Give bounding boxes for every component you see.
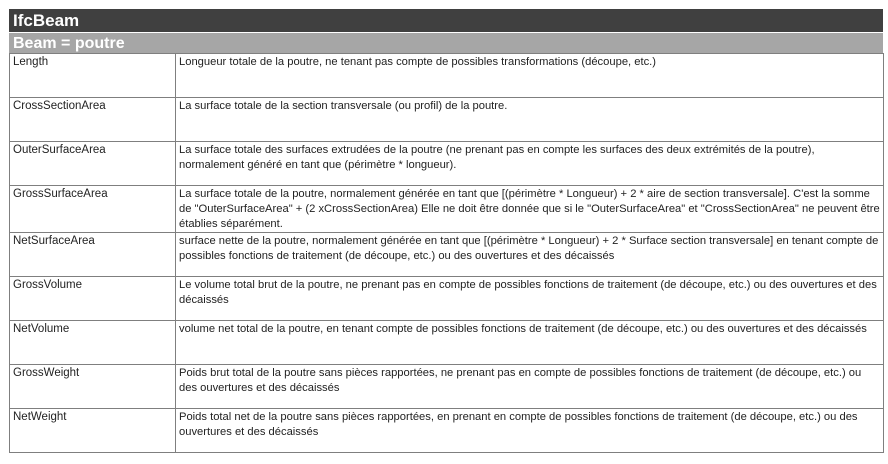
ifc-entity-table — [9, 9, 883, 453]
property-description: Poids total net de la poutre sans pièces rapportées, en prenant en compte de possibles fonctions de traitement (de découpe, etc.) ou des ouvertures et des décaissés — [176, 409, 884, 453]
property-name: GrossVolume — [10, 277, 176, 321]
table-row — [10, 142, 884, 186]
table-row — [10, 277, 884, 321]
property-name: OuterSurfaceArea — [10, 142, 176, 186]
property-name: NetVolume — [10, 321, 176, 365]
table-row — [10, 233, 884, 277]
property-description: volume net total de la poutre, en tenant compte de possibles fonctions de traitement (de découpe, etc.) ou des ouvertures et des décaissés — [176, 321, 884, 365]
property-description: La surface totale des surfaces extrudées de la poutre (ne prenant pas en compte les surfaces des deux extrémités de la poutre), normalement généré en tant que (périmètre * longueur). — [176, 142, 884, 186]
property-name: GrossWeight — [10, 365, 176, 409]
property-name: GrossSurfaceArea — [10, 186, 176, 233]
property-description: Longueur totale de la poutre, ne tenant pas compte de possibles transformations (découpe, etc.) — [176, 54, 884, 98]
property-description: La surface totale de la poutre, normalement générée en tant que [(périmètre * Longueur) + 2 * aire de section transversale]. C'est la somme de "OuterSurfaceArea" + (2 xCrossSectionArea) Elle ne doit être donnée que si le "OuterSurfaceArea" et "CrossSectionArea" ne peuvent être établies séparément. — [176, 186, 884, 233]
property-description: Poids brut total de la poutre sans pièces rapportées, ne prenant pas en compte de possibles fonctions de traitement (de découpe, etc.) ou des ouvertures et des décaissés — [176, 365, 884, 409]
property-table — [9, 53, 884, 453]
table-row — [10, 54, 884, 98]
property-name: NetWeight — [10, 409, 176, 453]
property-description: La surface totale de la section transversale (ou profil) de la poutre. — [176, 98, 884, 142]
table-row — [10, 98, 884, 142]
property-name: CrossSectionArea — [10, 98, 176, 142]
property-name: NetSurfaceArea — [10, 233, 176, 277]
property-description: Le volume total brut de la poutre, ne prenant pas en compte de possibles fonctions de traitement (de découpe, etc.) ou des ouvertures et des décaissés — [176, 277, 884, 321]
property-description: surface nette de la poutre, normalement générée en tant que [(périmètre * Longueur) + 2 * Surface section transversale] en tenant compte de possibles fonctions de traitement (de découpe, etc.) ou des ouvertures et des décaissés — [176, 233, 884, 277]
table-row — [10, 321, 884, 365]
table-row — [10, 186, 884, 233]
property-name: Length — [10, 54, 176, 98]
table-row — [10, 409, 884, 453]
table-row — [10, 365, 884, 409]
entity-subtitle: Beam = poutre — [9, 32, 883, 53]
entity-title: IfcBeam — [9, 9, 883, 32]
